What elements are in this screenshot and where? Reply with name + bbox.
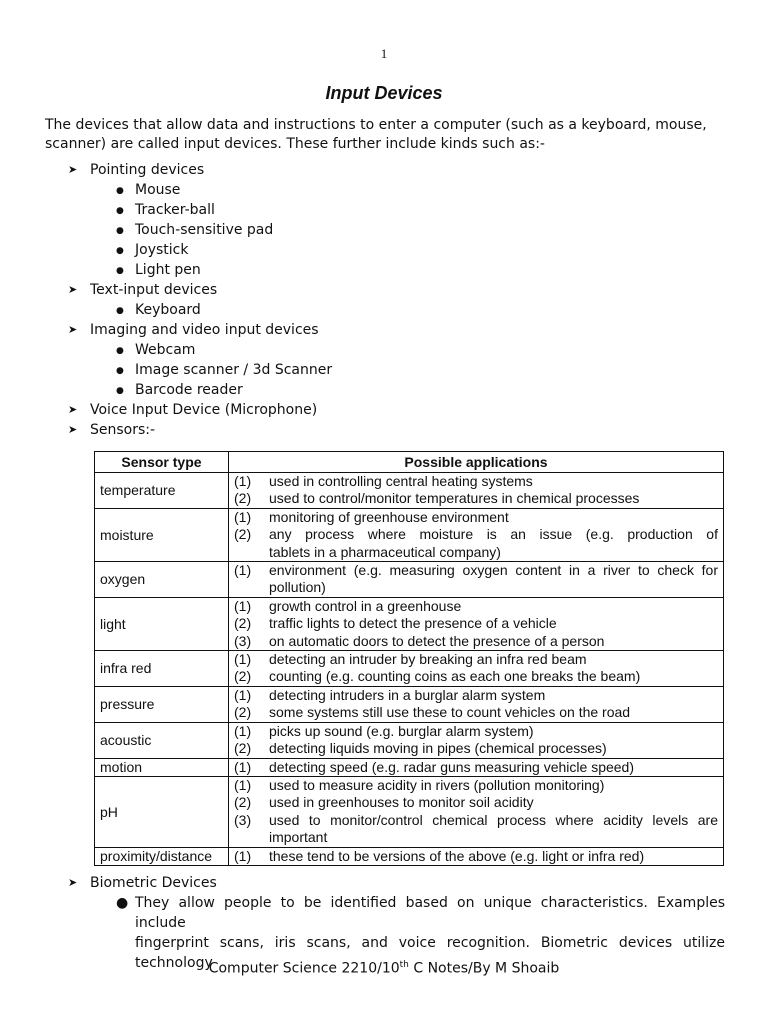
application-text: on automatic doors to detect the presence of a person: [269, 632, 605, 649]
application-number: (1): [234, 776, 252, 793]
application-text: growth control in a greenhouse: [269, 597, 462, 614]
application-number: (2): [234, 668, 252, 685]
application-number: (1): [234, 686, 252, 703]
application-number: (1): [234, 473, 252, 489]
page-title: Input Devices: [325, 83, 443, 103]
application-line: [229, 509, 723, 526]
sensor-row: [95, 686, 724, 722]
bullet-dot-icon: ●: [116, 226, 124, 236]
sensor-type-cell: pressure: [95, 686, 229, 722]
application-text: any process where moisture is an issue (e.g. production of: [269, 526, 718, 543]
page-footer: [0, 960, 768, 977]
application-text: some systems still use these to count vehicles on the road: [269, 704, 631, 721]
sensor-applications-cell: [229, 597, 724, 650]
application-number: (2): [234, 794, 252, 811]
application-number: (2): [234, 526, 252, 543]
device-item: [90, 380, 725, 400]
device-label: Touch-sensitive pad: [135, 222, 274, 238]
category-item: [45, 400, 725, 420]
application-line: [229, 704, 723, 721]
bullet-dot-icon: ●: [116, 346, 124, 356]
sensor-type-cell: infra red: [95, 651, 229, 687]
device-label: Keyboard: [135, 302, 201, 318]
application-text: detecting intruders in a burglar alarm system: [269, 686, 546, 703]
bullet-dot-icon: ●: [116, 206, 124, 216]
category-item: [45, 160, 725, 280]
arrow-bullet-icon: ➤: [68, 323, 78, 336]
application-line: [229, 615, 723, 632]
application-text: detecting liquids moving in pipes (chemical processes): [269, 740, 607, 757]
application-text: traffic lights to detect the presence of a vehicle: [269, 615, 557, 632]
application-number: (2): [234, 704, 252, 721]
biometric-label: Biometric Devices: [90, 875, 217, 891]
sensor-table: [94, 451, 724, 866]
application-line: [229, 668, 723, 685]
sensor-applications-cell: [229, 776, 724, 847]
bullet-dot-icon: ●: [116, 895, 129, 911]
application-number: (1): [234, 651, 252, 668]
category-item: [45, 280, 725, 320]
application-line: [229, 723, 723, 740]
possible-applications-header: Possible applications: [229, 452, 724, 473]
sensor-type-header: Sensor type: [95, 452, 229, 473]
application-line: [229, 759, 723, 776]
application-text: environment (e.g. measuring oxygen content in a river to check for: [269, 562, 718, 579]
sensor-applications-cell: [229, 651, 724, 687]
application-line: [229, 794, 723, 811]
bullet-dot-icon: ●: [116, 366, 124, 376]
device-item: [90, 200, 725, 220]
category-label: Sensors:-: [90, 422, 156, 438]
sensor-applications-cell: [229, 758, 724, 776]
application-line: [229, 598, 723, 615]
arrow-bullet-icon: ➤: [68, 163, 78, 176]
footer-superscript: th: [399, 960, 409, 970]
application-line: [229, 473, 723, 490]
sensor-row: [95, 776, 724, 847]
footer-prefix: Computer Science 2210/10: [208, 960, 400, 977]
footer-suffix: C Notes/By M Shoaib: [408, 960, 560, 977]
application-number-spacer: [229, 544, 269, 561]
application-text: counting (e.g. counting coins as each one breaks the beam): [269, 668, 641, 685]
device-item: [90, 340, 725, 360]
category-label: Text-input devices: [90, 282, 218, 298]
application-line: [229, 526, 723, 543]
application-number: (2): [234, 615, 252, 632]
device-item: [90, 300, 725, 320]
application-line: [229, 812, 723, 829]
input-device-categories: [45, 160, 725, 440]
device-label: Tracker-ball: [135, 202, 215, 218]
sensor-row: [95, 651, 724, 687]
sensor-applications-cell: [229, 508, 724, 561]
intro-paragraph: [45, 116, 725, 154]
sensor-type-cell: moisture: [95, 508, 229, 561]
device-item: [90, 220, 725, 240]
application-text: detecting an intruder by breaking an infra red beam: [269, 651, 587, 668]
category-item: [45, 320, 725, 400]
sensor-row: [95, 758, 724, 776]
application-number: (2): [234, 740, 252, 757]
application-text: monitoring of greenhouse environment: [269, 508, 509, 525]
bullet-dot-icon: ●: [116, 386, 124, 396]
application-text-continued: tablets in a pharmaceutical company): [269, 543, 501, 560]
application-line-continued: [229, 544, 723, 561]
device-label: Webcam: [135, 342, 196, 358]
biometric-item: [45, 873, 725, 973]
sensor-type-cell: oxygen: [95, 562, 229, 598]
application-line: [229, 848, 723, 865]
application-line: [229, 651, 723, 668]
biometric-section: [45, 873, 725, 973]
sensor-row: [95, 847, 724, 865]
intro-line: scanner) are called input devices. These further include kinds such as:-: [45, 136, 545, 152]
device-item: [90, 360, 725, 380]
application-line: [229, 777, 723, 794]
application-text: picks up sound (e.g. burglar alarm system): [269, 722, 534, 739]
application-text: used to measure acidity in rivers (pollution monitoring): [269, 776, 605, 793]
sensor-applications-cell: [229, 686, 724, 722]
sensor-type-cell: pH: [95, 776, 229, 847]
arrow-bullet-icon: ➤: [68, 283, 78, 296]
bullet-dot-icon: ●: [116, 246, 124, 256]
category-label: Voice Input Device (Microphone): [90, 402, 318, 418]
arrow-bullet-icon: ➤: [68, 876, 78, 889]
application-number: (3): [234, 632, 252, 649]
sensor-table-header-row: [95, 452, 724, 473]
sensor-row: [95, 562, 724, 598]
application-text: detecting speed (e.g. radar guns measuring vehicle speed): [269, 758, 634, 775]
application-line-continued: [229, 829, 723, 846]
device-item: [90, 260, 725, 280]
bullet-dot-icon: ●: [116, 306, 124, 316]
application-line: [229, 562, 723, 579]
sensor-row: [95, 722, 724, 758]
arrow-bullet-icon: ➤: [68, 423, 78, 436]
device-label: Joystick: [135, 242, 189, 258]
sensor-row: [95, 597, 724, 650]
application-number: (1): [234, 597, 252, 614]
application-text-continued: pollution): [269, 579, 326, 596]
device-item: [90, 180, 725, 200]
application-number-spacer: [229, 579, 269, 596]
application-number: (3): [234, 811, 252, 828]
application-text: used to control/monitor temperatures in chemical processes: [269, 490, 640, 507]
application-line: [229, 490, 723, 507]
application-text: used to monitor/control chemical process where acidity levels are: [269, 811, 718, 828]
bullet-dot-icon: ●: [116, 266, 124, 276]
application-number: (1): [234, 508, 252, 525]
page-number: 1: [380, 46, 388, 61]
application-line-continued: [229, 579, 723, 596]
sensor-type-cell: motion: [95, 758, 229, 776]
application-number: (1): [234, 847, 252, 864]
application-text-continued: important: [269, 829, 328, 846]
sensor-type-cell: acoustic: [95, 722, 229, 758]
category-label: Pointing devices: [90, 162, 205, 178]
device-label: Mouse: [135, 182, 181, 198]
application-text: these tend to be versions of the above (e.g. light or infra red): [269, 847, 645, 864]
device-label: Image scanner / 3d Scanner: [135, 362, 333, 378]
biometric-description-line: They allow people to be identified based on unique characteristics. Examples include: [135, 895, 725, 931]
application-line: [229, 687, 723, 704]
sensor-applications-cell: [229, 847, 724, 865]
bullet-dot-icon: ●: [116, 186, 124, 196]
sensor-type-cell: light: [95, 597, 229, 650]
application-number: (1): [234, 722, 252, 739]
sensor-row: [95, 508, 724, 561]
application-number-spacer: [229, 829, 269, 846]
device-label: Barcode reader: [135, 382, 243, 398]
application-number: (1): [234, 562, 252, 579]
application-line: [229, 740, 723, 757]
intro-line: The devices that allow data and instructions to enter a computer (such as a keyboard, mouse,: [45, 117, 707, 133]
sensor-applications-cell: [229, 562, 724, 598]
device-item: [90, 240, 725, 260]
sensor-applications-cell: [229, 473, 724, 509]
application-number: (2): [234, 490, 252, 507]
sensor-applications-cell: [229, 722, 724, 758]
sensor-type-cell: proximity/distance: [95, 847, 229, 865]
application-number: (1): [234, 758, 252, 775]
category-item: [45, 420, 725, 440]
arrow-bullet-icon: ➤: [68, 403, 78, 416]
biometric-description-line: fingerprint scans, iris scans, and voice recognition. Biometric devices utilize technology: [135, 935, 725, 971]
sensor-row: [95, 473, 724, 509]
application-text: used in controlling central heating systems: [269, 473, 533, 489]
application-line: [229, 633, 723, 650]
sensor-type-cell: temperature: [95, 473, 229, 509]
application-text: used in greenhouses to monitor soil acidity: [269, 794, 534, 811]
device-label: Light pen: [135, 262, 201, 278]
category-label: Imaging and video input devices: [90, 322, 319, 338]
